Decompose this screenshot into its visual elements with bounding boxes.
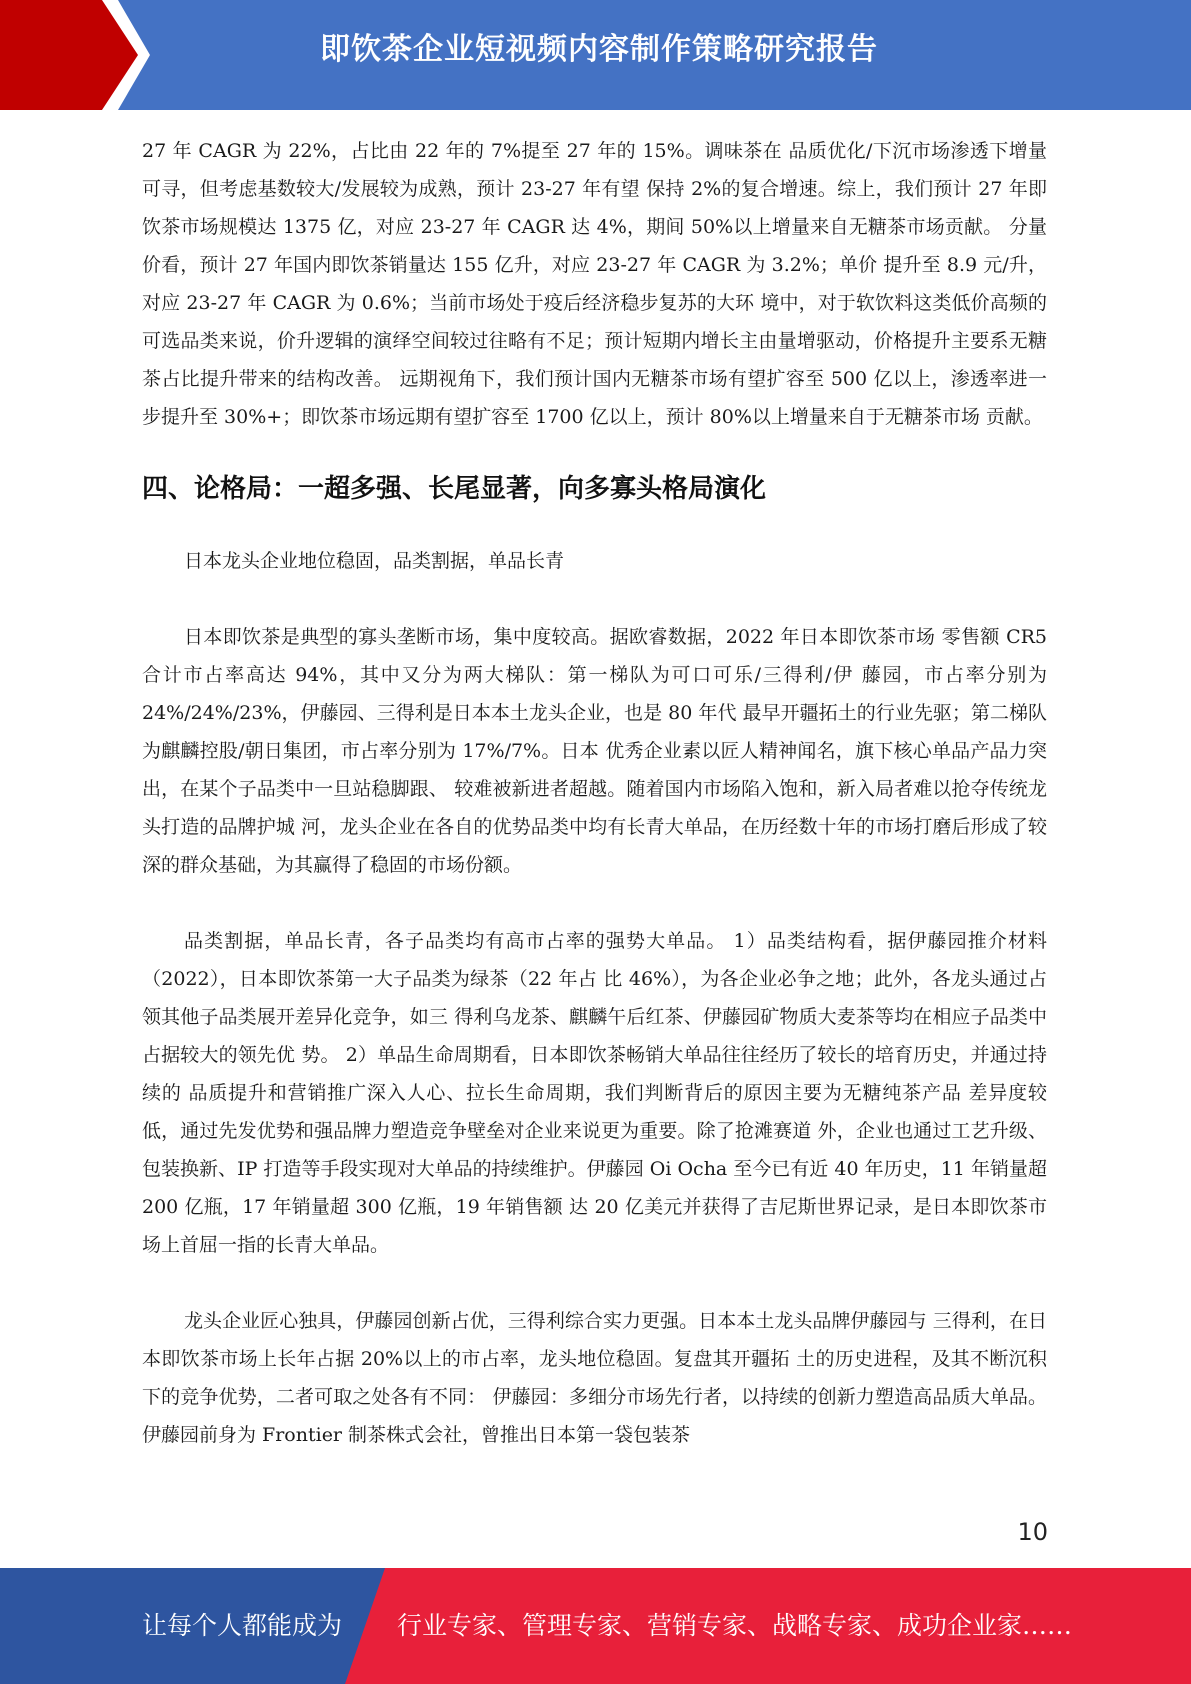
page-footer	[0, 1568, 1191, 1684]
footer-slogan-right: 行业专家、管理专家、营销专家、战略专家、成功企业家……	[397, 1611, 1073, 1640]
paragraph-category-split: 品类割据，单品长青，各子品类均有高市占率的强势大单品。 1）品类结构看，据伊藤园推介材料（2022），日本即饮茶第一大子品类为绿茶（22 年占 比 46%），为各企业必争之地；此外，各龙头通过占领其他子品类展开差异化竞争，如三 得利乌龙茶、麒麟午后红茶、伊藤园矿物质大麦茶等均在相应子品类中占据较大的领先优 势。 2）单品生命周期看，日本即饮茶畅销大单品往往经历了较长的培育历史，并通过持续的 品质提升和营销推广深入人心、拉长生命周期，我们判断背后的原因主要为无糖纯茶产品 差异度较低，通过先发优势和强品牌力塑造竞争壁垒对企业来说更为重要。除了抢滩赛道 外，企业也通过工艺升级、包装换新、IP 打造等手段实现对大单品的持续维护。伊藤园 Oi Ocha 至今已有近 40 年历史，11 年销量超 200 亿瓶，17 年销量超 300 亿瓶，19 年销售额 达 20 亿美元并获得了吉尼斯世界记录，是日本即饮茶市场上首屈一指的长青大单品。	[142, 930, 1047, 1256]
section-heading: 四、论格局：一超多强、长尾显著，向多寡头格局演化	[142, 474, 767, 504]
report-title: 即饮茶企业短视频内容制作策略研究报告	[320, 32, 878, 67]
page-number: 10	[1017, 1518, 1048, 1546]
subheading: 日本龙头企业地位稳固，品类割据，单品长青	[184, 550, 565, 572]
page-header	[0, 0, 1191, 110]
footer-slogan-left: 让每个人都能成为	[142, 1611, 343, 1640]
paragraph-leading-companies: 龙头企业匠心独具，伊藤园创新占优，三得利综合实力更强。日本本土龙头品牌伊藤园与 三得利，在日本即饮茶市场上长年占据 20%以上的市占率，龙头地位稳固。复盘其开疆拓 土的历史进程，及其不断沉积下的竞争优势，二者可取之处各有不同： 伊藤园：多细分市场先行者，以持续的创新力塑造高品质大单品。伊藤园前身为 Frontier 制茶株式会社，曾推出日本第一袋包装茶	[142, 1310, 1047, 1446]
main-content	[142, 132, 1047, 1454]
intro-paragraph: 27 年 CAGR 为 22%，占比由 22 年的 7%提至 27 年的 15%。调味茶在 品质优化/下沉市场渗透下增量可寻，但考虑基数较大/发展较为成熟，预计 23-27 年有望 保持 2%的复合增速。综上，我们预计 27 年即饮茶市场规模达 1375 亿，对应 23-27 年 CAGR 达 4%，期间 50%以上增量来自无糖茶市场贡献。 分量价看，预计 27 年国内即饮茶销量达 155 亿升，对应 23-27 年 CAGR 为 3.2%；单价 提升至 8.9 元/升，对应 23-27 年 CAGR 为 0.6%；当前市场处于疫后经济稳步复苏的大环 境中，对于软饮料这类低价高频的可选品类来说，价升逻辑的演绎空间较过往略有不足；预计短期内增长主由量增驱动，价格提升主要系无糖茶占比提升带来的结构改善。 远期视角下，我们预计国内无糖茶市场有望扩容至 500 亿以上，渗透率进一步提升至 30%+；即饮茶市场远期有望扩容至 1700 亿以上，预计 80%以上增量来自于无糖茶市场 贡献。	[142, 140, 1047, 428]
paragraph-market-concentration: 日本即饮茶是典型的寡头垄断市场，集中度较高。据欧睿数据，2022 年日本即饮茶市场 零售额 CR5 合计市占率高达 94%，其中又分为两大梯队：第一梯队为可口可乐/三得利/伊 藤园，市占率分别为 24%/24%/23%，伊藤园、三得利是日本本土龙头企业，也是 80 年代 最早开疆拓土的行业先驱；第二梯队为麒麟控股/朝日集团，市占率分别为 17%/7%。日本 优秀企业素以匠人精神闻名，旗下核心单品产品力突出，在某个子品类中一旦站稳脚跟、 较难被新进者超越。随着国内市场陷入饱和，新入局者难以抢夺传统龙头打造的品牌护城 河，龙头企业在各自的优势品类中均有长青大单品，在历经数十年的市场打磨后形成了较 深的群众基础，为其赢得了稳固的市场份额。	[142, 626, 1047, 876]
header-arrow-icon	[0, 0, 160, 110]
